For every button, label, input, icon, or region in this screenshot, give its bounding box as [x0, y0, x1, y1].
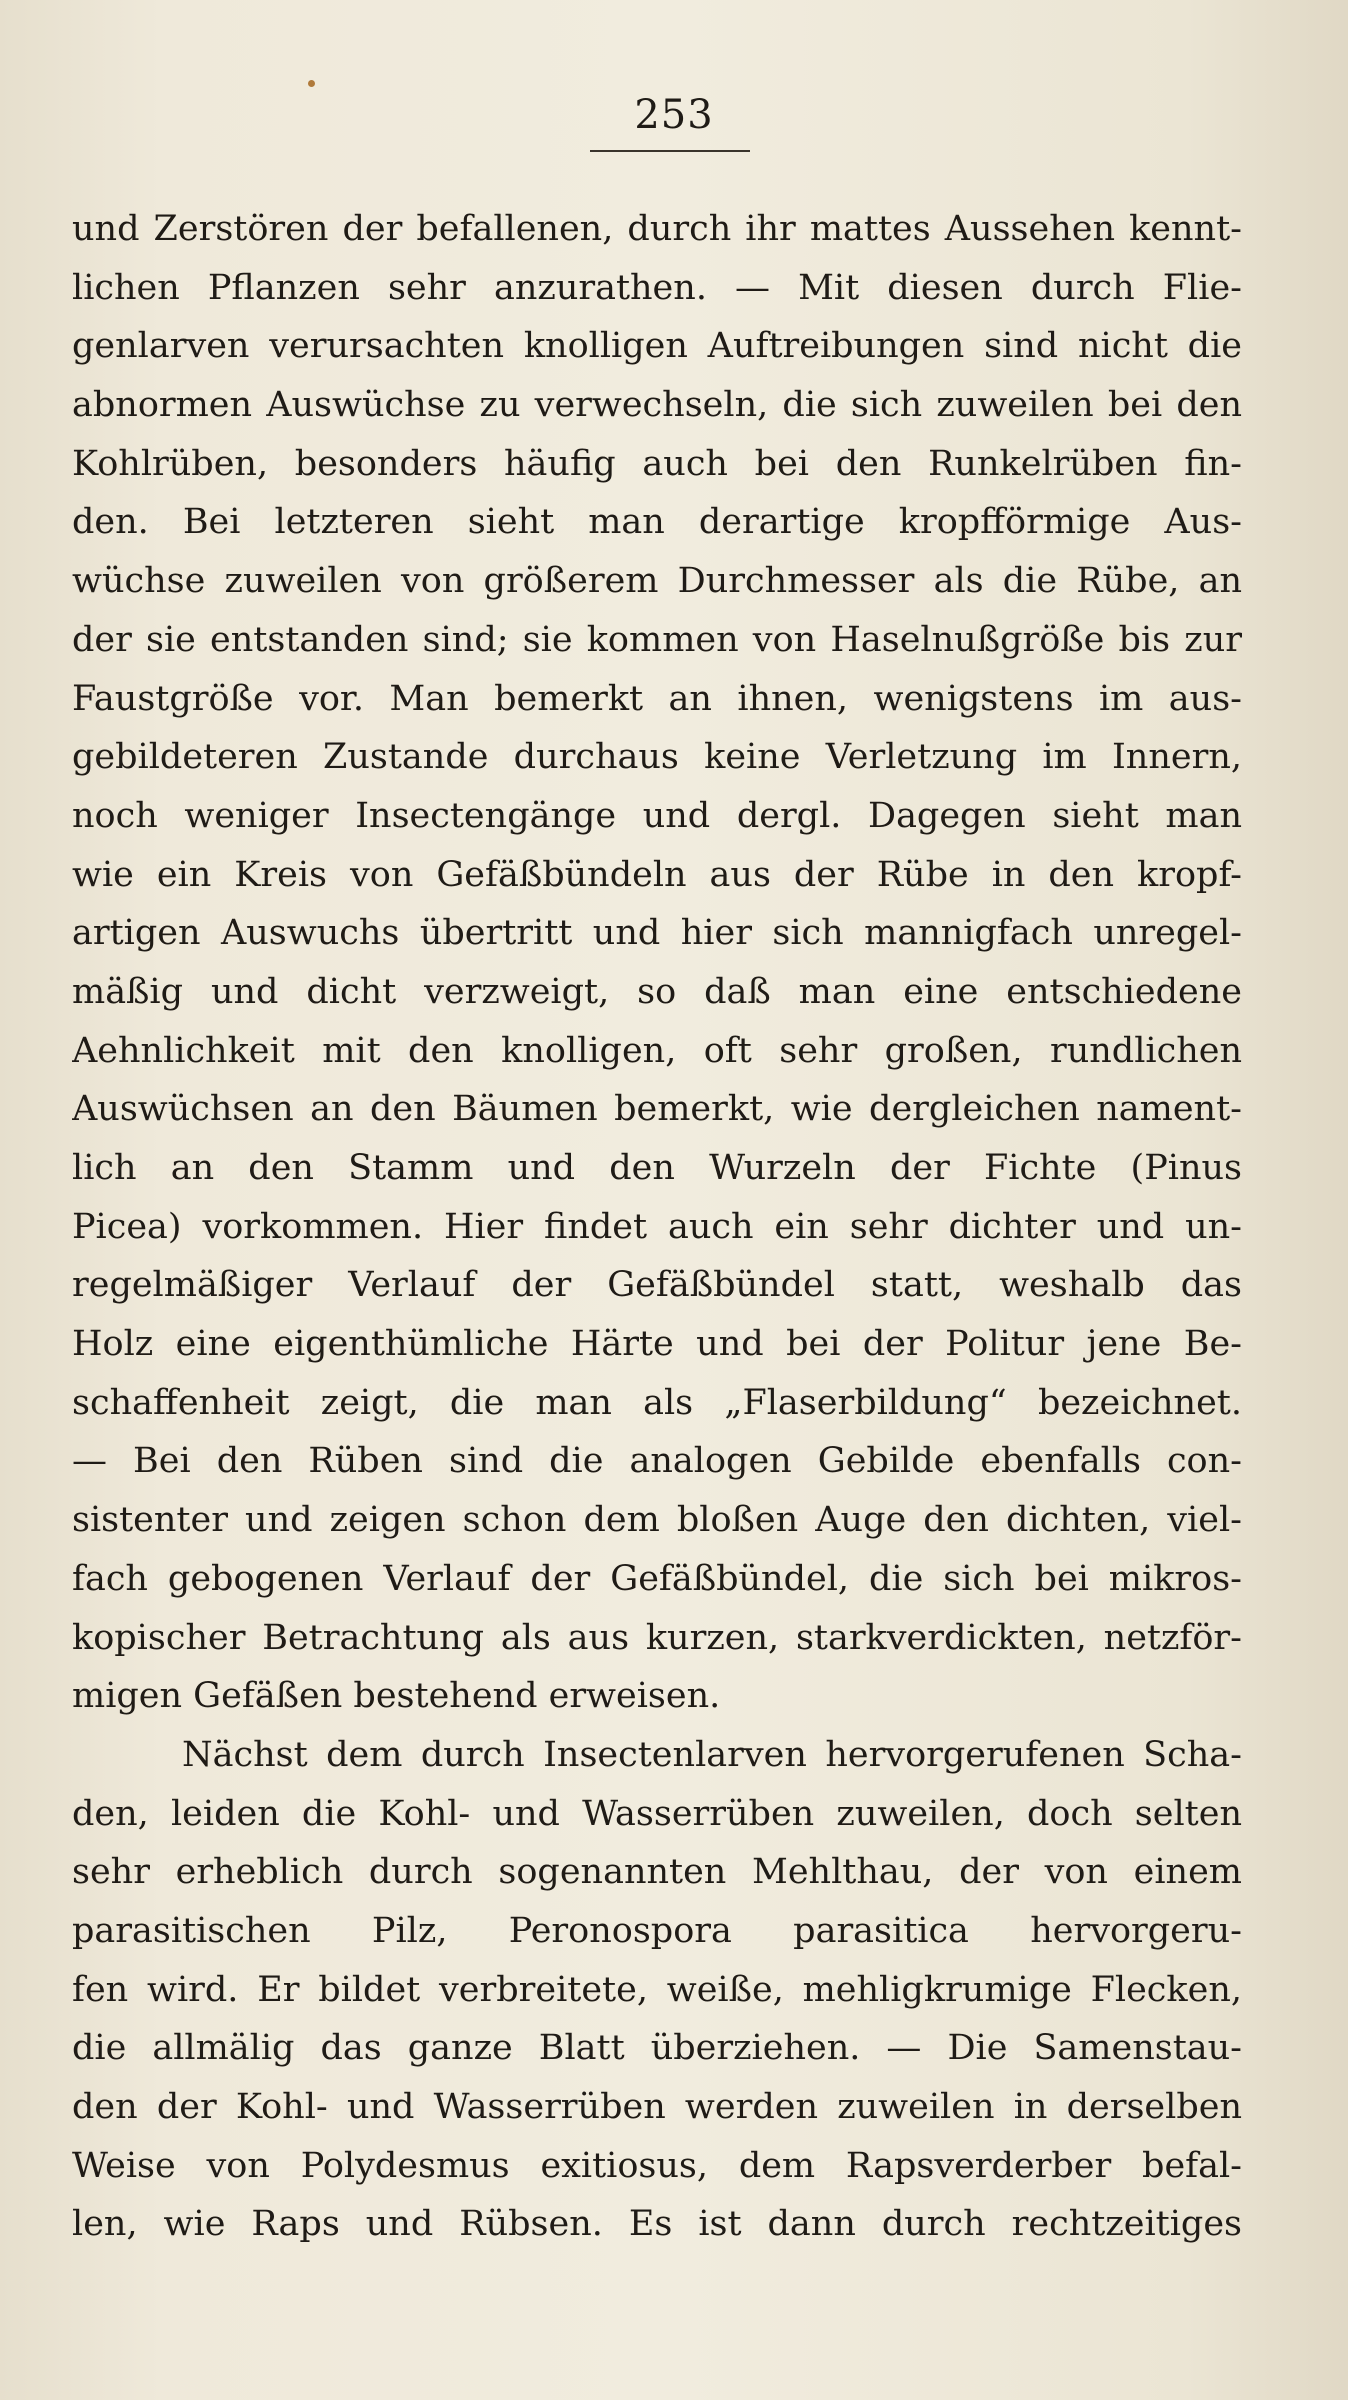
text-line: migen Gefäßen bestehend erweisen.	[72, 1676, 721, 1717]
text-line: — Bei den Rüben sind die analogen Gebilde ebenfalls con-	[72, 1441, 1242, 1482]
text-line: Aehnlichkeit mit den knolligen, oft sehr großen, rundlichen	[72, 1030, 1242, 1071]
text-line: schaffenheit zeigt, die man als „Flaserbildung“ bezeichnet.	[72, 1382, 1242, 1423]
text-line: len, wie Raps und Rübsen. Es ist dann durch rechtzeitiges	[72, 2204, 1242, 2245]
page-number: 253	[634, 92, 714, 138]
text-line: der sie entstanden sind; sie kommen von Haselnußgröße bis zur	[72, 619, 1242, 660]
text-line: wie ein Kreis von Gefäßbündeln aus der Rübe in den kropf-	[72, 854, 1242, 895]
text-line: Picea) vorkommen. Hier findet auch ein sehr dichter und un-	[72, 1206, 1242, 1247]
text-line: die allmälig das ganze Blatt überziehen. — Die Samenstau-	[72, 2028, 1242, 2069]
text-line: fen wird. Er bildet verbreitete, weiße, mehligkrumige Flecken,	[72, 1969, 1242, 2010]
text-line: den der Kohl- und Wasserrüben werden zuweilen in derselben	[72, 2087, 1242, 2127]
text-line: artigen Auswuchs übertritt und hier sich mannigfach unregel-	[72, 913, 1242, 954]
ink-spot	[308, 80, 315, 87]
body-text	[72, 200, 1242, 2254]
text-line: regelmäßiger Verlauf der Gefäßbündel statt, weshalb das	[72, 1265, 1242, 1306]
text-line: sistenter und zeigen schon dem bloßen Auge den dichten, viel-	[72, 1500, 1242, 1541]
text-line: Weise von Polydesmus exitiosus, dem Rapsverderber befal-	[72, 2145, 1242, 2186]
text-line: den. Bei letzteren sieht man derartige kropfförmige Aus-	[72, 502, 1242, 543]
text-line: abnormen Auswüchse zu verwechseln, die sich zuweilen bei den	[72, 385, 1242, 426]
text-line: lichen Pflanzen sehr anzurathen. — Mit diesen durch Flie-	[72, 267, 1242, 308]
text-line: parasitischen Pilz, Peronospora parasitica hervorgeru-	[72, 1910, 1242, 1951]
text-line: wüchse zuweilen von größerem Durchmesser als die Rübe, an	[72, 561, 1242, 602]
text-line: fach gebogenen Verlauf der Gefäßbündel, die sich bei mikros-	[72, 1558, 1242, 1599]
header-rule	[590, 150, 750, 152]
text-line: Kohlrüben, besonders häufig auch bei den Runkelrüben fin-	[72, 443, 1242, 484]
text-line: und Zerstören der befallenen, durch ihr mattes Aussehen kennt-	[72, 209, 1242, 249]
text-line: gebildeteren Zustande durchaus keine Verletzung im Innern,	[72, 737, 1242, 778]
text-line: noch weniger Insectengänge und dergl. Dagegen sieht man	[72, 795, 1242, 836]
text-line: sehr erheblich durch sogenannten Mehlthau, der von einem	[72, 1852, 1242, 1893]
text-line: genlarven verursachten knolligen Auftreibungen sind nicht die	[72, 326, 1242, 367]
text-line: Faustgröße vor. Man bemerkt an ihnen, wenigstens im aus-	[72, 678, 1242, 719]
text-line: Nächst dem durch Insectenlarven hervorgerufenen Scha-	[182, 1734, 1242, 1775]
text-line: mäßig und dicht verzweigt, so daß man eine entschiedene	[72, 971, 1242, 1012]
text-line: Holz eine eigenthümliche Härte und bei der Politur jene Be-	[72, 1324, 1242, 1365]
text-line: lich an den Stamm und den Wurzeln der Fichte (Pinus	[72, 1148, 1242, 1188]
text-line: den, leiden die Kohl- und Wasserrüben zuweilen, doch selten	[72, 1793, 1242, 1834]
text-line: Auswüchsen an den Bäumen bemerkt, wie dergleichen nament-	[72, 1089, 1242, 1130]
text-line: kopischer Betrachtung als aus kurzen, starkverdickten, netzför-	[72, 1617, 1242, 1658]
